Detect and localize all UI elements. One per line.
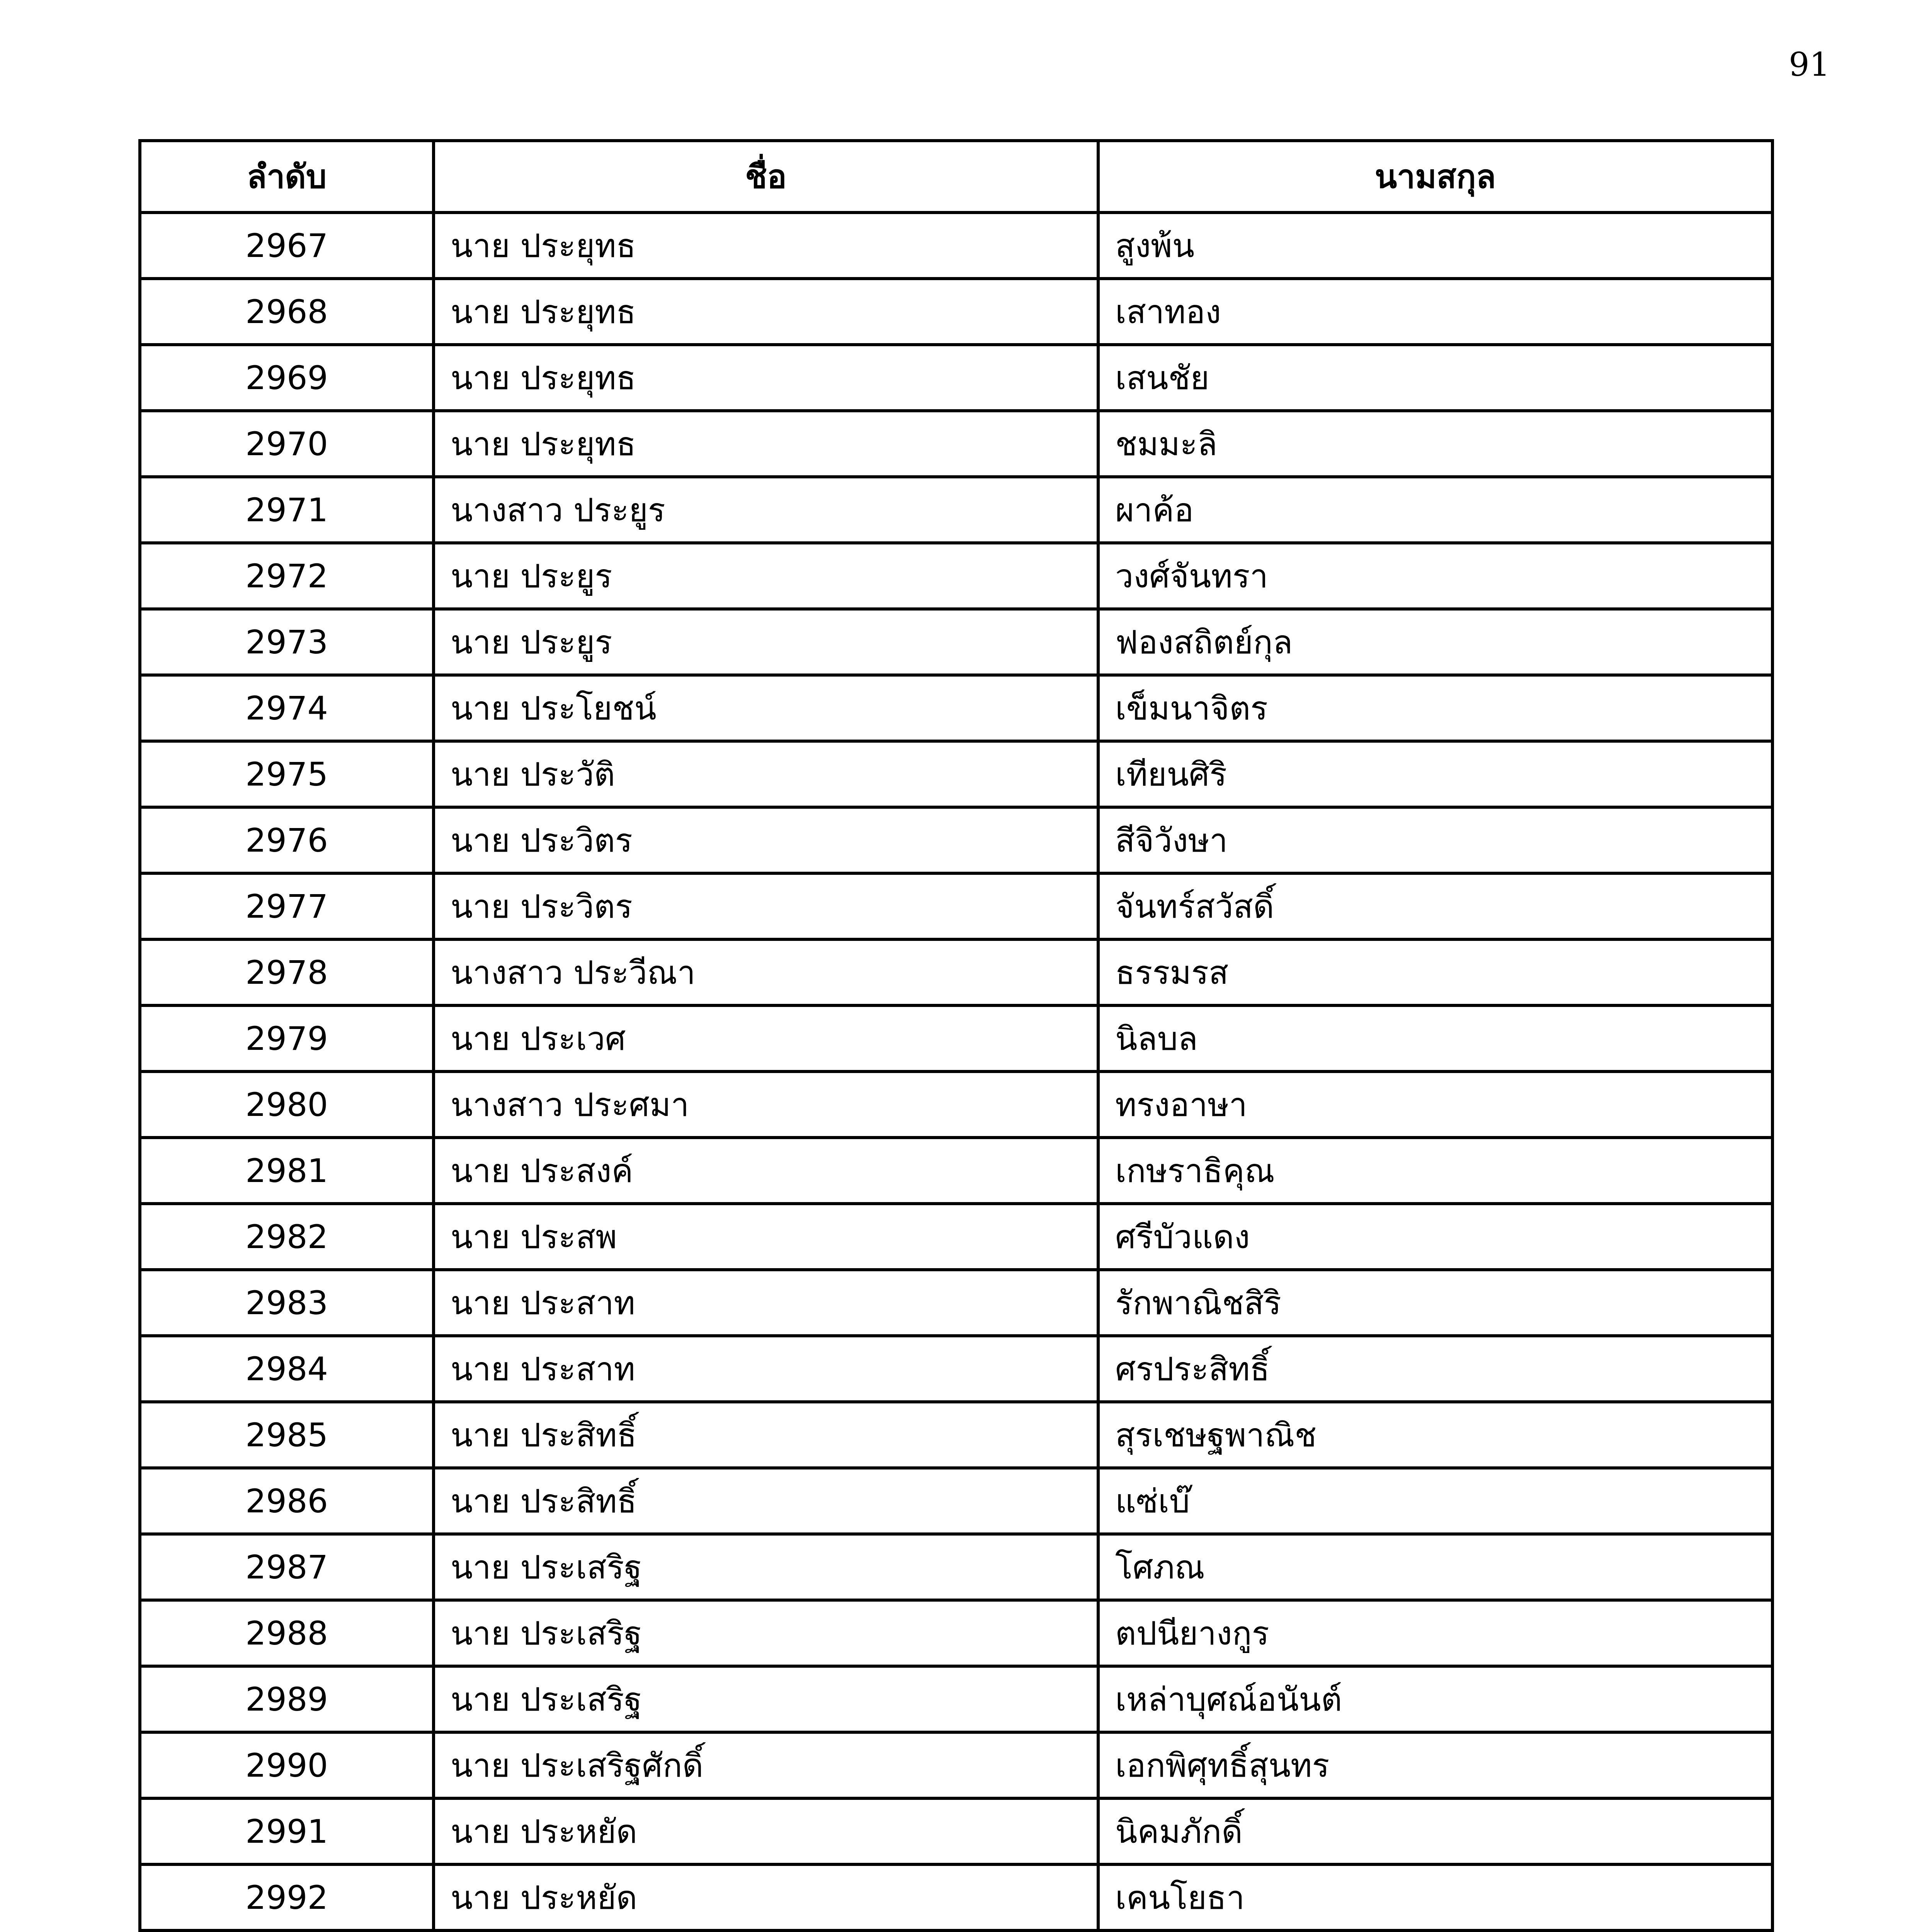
table-row: [140, 411, 1772, 477]
row-number-cell: 2985: [140, 1402, 434, 1468]
table-row: [140, 1468, 1772, 1534]
surname-cell: ชมมะลิ: [1098, 411, 1772, 477]
name-cell: นาย ประเสริฐ: [434, 1534, 1098, 1600]
surname-cell: ศรประสิทธิ์: [1098, 1336, 1772, 1402]
table-header-row: [140, 141, 1772, 213]
name-cell: นาย ประโยชน์: [434, 675, 1098, 741]
table-row: [140, 609, 1772, 675]
name-cell: นาย ประเวศ: [434, 1005, 1098, 1071]
name-cell: นาย ประหยัด: [434, 1864, 1098, 1930]
row-number-cell: 2991: [140, 1798, 434, 1864]
name-cell: [434, 1930, 1098, 1932]
name-cell: นางสาว ประวีณา: [434, 939, 1098, 1005]
row-number-cell: 2972: [140, 543, 434, 609]
surname-cell: แซ่เบ๊: [1098, 1468, 1772, 1534]
table-row: [140, 1270, 1772, 1336]
table-row: [140, 1930, 1772, 1932]
table-row: [140, 939, 1772, 1005]
surname-cell: จันทร์สวัสดิ์: [1098, 873, 1772, 939]
column-header-no: ลำดับ: [140, 141, 434, 213]
surname-cell: เข็มนาจิตร: [1098, 675, 1772, 741]
table-row: [140, 675, 1772, 741]
row-number-cell: 2969: [140, 345, 434, 411]
row-number-cell: 2988: [140, 1600, 434, 1666]
name-cell: นาย ประยุทธ: [434, 213, 1098, 279]
row-number-cell: 2970: [140, 411, 434, 477]
row-number-cell: 2971: [140, 477, 434, 543]
surname-cell: ธรรมรส: [1098, 939, 1772, 1005]
surname-cell: นิลบล: [1098, 1005, 1772, 1071]
table-row: [140, 1864, 1772, 1930]
table-row: [140, 1071, 1772, 1138]
table-row: [140, 1534, 1772, 1600]
surname-cell: เสนชัย: [1098, 345, 1772, 411]
table-row: [140, 807, 1772, 873]
row-number-cell: 2968: [140, 279, 434, 345]
table-row: [140, 1402, 1772, 1468]
name-cell: นาย ประสิทธิ์: [434, 1468, 1098, 1534]
name-cell: นาย ประสิทธิ์: [434, 1402, 1098, 1468]
table-row: [140, 1336, 1772, 1402]
name-cell: นาย ประหยัด: [434, 1798, 1098, 1864]
surname-cell: เคนโยธา: [1098, 1864, 1772, 1930]
row-number-cell: 2978: [140, 939, 434, 1005]
surname-cell: นิคมภักดิ์: [1098, 1798, 1772, 1864]
name-cell: นาย ประวิตร: [434, 807, 1098, 873]
surname-cell: สูงพ้น: [1098, 213, 1772, 279]
name-cell: นางสาว ประยูร: [434, 477, 1098, 543]
row-number-cell: 2987: [140, 1534, 434, 1600]
table-row: [140, 741, 1772, 807]
surname-cell: ทรงอาษา: [1098, 1071, 1772, 1138]
row-number-cell: 2981: [140, 1138, 434, 1204]
surname-cell: โศภณ: [1098, 1534, 1772, 1600]
row-number-cell: 2984: [140, 1336, 434, 1402]
row-number-cell: 2992: [140, 1864, 434, 1930]
surname-cell: ศรีบัวแดง: [1098, 1204, 1772, 1270]
table-row: [140, 873, 1772, 939]
table-row: [140, 543, 1772, 609]
surname-cell: สุรเชษฐพาณิช: [1098, 1402, 1772, 1468]
row-number-cell: 2980: [140, 1071, 434, 1138]
surname-cell: รักพาณิชสิริ: [1098, 1270, 1772, 1336]
name-cell: นาย ประยูร: [434, 543, 1098, 609]
roster-table: [138, 139, 1774, 1932]
surname-cell: เกษราธิคุณ: [1098, 1138, 1772, 1204]
name-cell: นาย ประเสริฐ: [434, 1666, 1098, 1732]
table-row: [140, 1600, 1772, 1666]
row-number-cell: [140, 1930, 434, 1932]
name-cell: นาย ประยุทธ: [434, 345, 1098, 411]
table-row: [140, 1204, 1772, 1270]
name-cell: นาย ประเสริฐ: [434, 1600, 1098, 1666]
row-number-cell: 2973: [140, 609, 434, 675]
table-row: [140, 213, 1772, 279]
column-header-surname: นามสกุล: [1098, 141, 1772, 213]
page-number: 91: [1789, 46, 1830, 83]
table-row: [140, 1666, 1772, 1732]
column-header-name: ชื่อ: [434, 141, 1098, 213]
table-row: [140, 279, 1772, 345]
row-number-cell: 2967: [140, 213, 434, 279]
name-cell: นาย ประสาท: [434, 1336, 1098, 1402]
surname-cell: ฟองสถิตย์กุล: [1098, 609, 1772, 675]
surname-cell: สีจิวังษา: [1098, 807, 1772, 873]
name-cell: นาย ประวัติ: [434, 741, 1098, 807]
surname-cell: วงศ์จันทรา: [1098, 543, 1772, 609]
row-number-cell: 2975: [140, 741, 434, 807]
table-row: [140, 1138, 1772, 1204]
row-number-cell: 2976: [140, 807, 434, 873]
table-row: [140, 1798, 1772, 1864]
row-number-cell: 2986: [140, 1468, 434, 1534]
row-number-cell: 2974: [140, 675, 434, 741]
name-cell: นางสาว ประศมา: [434, 1071, 1098, 1138]
table-row: [140, 1005, 1772, 1071]
name-cell: นาย ประสงค์: [434, 1138, 1098, 1204]
table-row: [140, 477, 1772, 543]
surname-cell: เอกพิศุทธิ์สุนทร: [1098, 1732, 1772, 1798]
row-number-cell: 2977: [140, 873, 434, 939]
row-number-cell: 2983: [140, 1270, 434, 1336]
name-cell: นาย ประสพ: [434, 1204, 1098, 1270]
table-body: [140, 213, 1772, 1932]
name-cell: นาย ประยุทธ: [434, 411, 1098, 477]
name-cell: นาย ประสาท: [434, 1270, 1098, 1336]
surname-cell: [1098, 1930, 1772, 1932]
row-number-cell: 2990: [140, 1732, 434, 1798]
row-number-cell: 2979: [140, 1005, 434, 1071]
surname-cell: เสาทอง: [1098, 279, 1772, 345]
name-cell: นาย ประยุทธ: [434, 279, 1098, 345]
name-cell: นาย ประยูร: [434, 609, 1098, 675]
surname-cell: ผาค้อ: [1098, 477, 1772, 543]
surname-cell: เหล่าบุศณ์อนันต์: [1098, 1666, 1772, 1732]
surname-cell: เทียนศิริ: [1098, 741, 1772, 807]
row-number-cell: 2989: [140, 1666, 434, 1732]
table-row: [140, 345, 1772, 411]
name-cell: นาย ประเสริฐศักดิ์: [434, 1732, 1098, 1798]
name-cell: นาย ประวิตร: [434, 873, 1098, 939]
table-row: [140, 1732, 1772, 1798]
row-number-cell: 2982: [140, 1204, 434, 1270]
surname-cell: ตปนียางกูร: [1098, 1600, 1772, 1666]
